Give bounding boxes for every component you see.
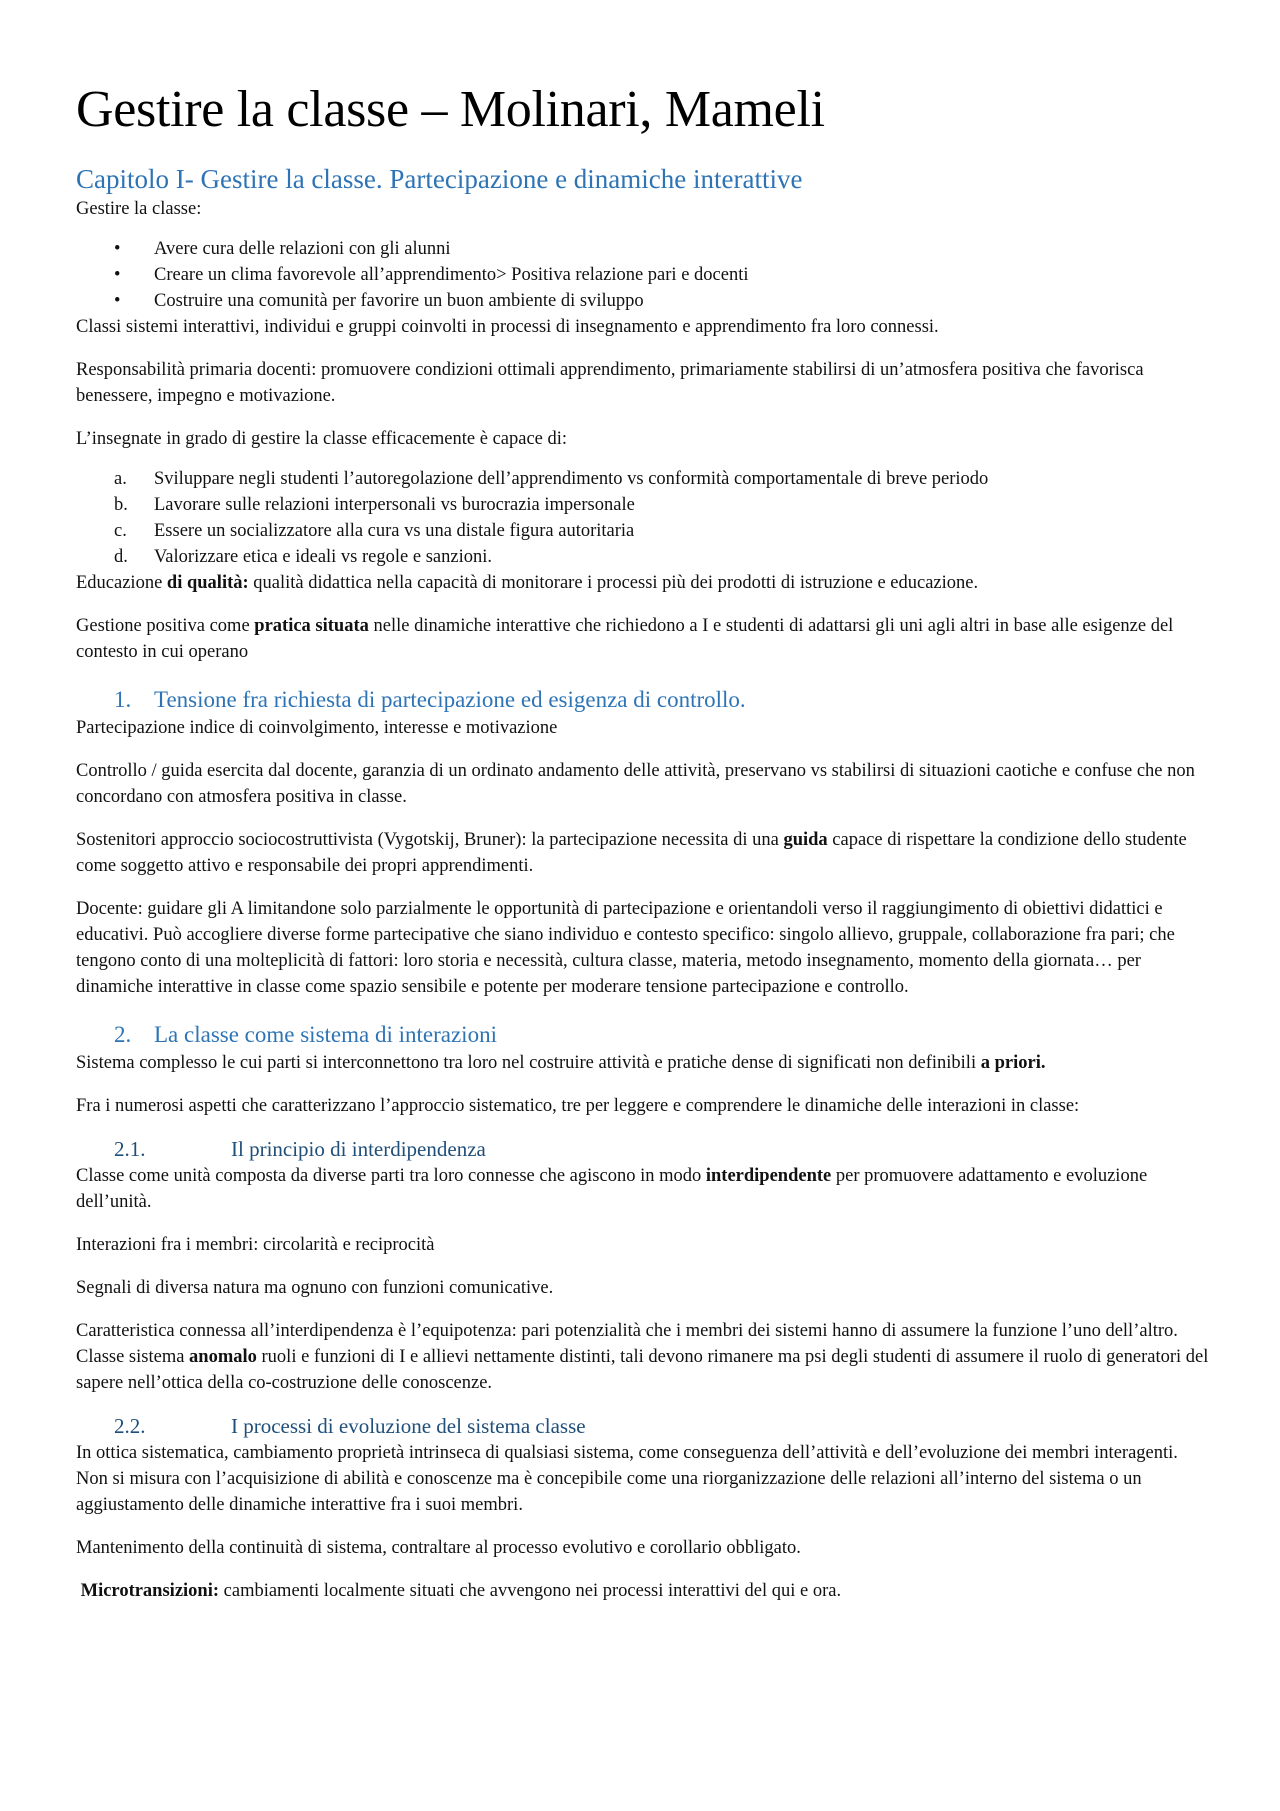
paragraph: L’insegnate in grado di gestire la classe efficacemente è capace di: bbox=[76, 429, 568, 449]
list-item: • Avere cura delle relazioni con gli alunni bbox=[76, 236, 1212, 262]
paragraph: Sistema complesso le cui parti si interconnettono tra loro nel costruire attività e pratiche dense di significati non definibili a priori. bbox=[76, 1053, 1046, 1073]
document-title: Gestire la classe – Molinari, Mameli bbox=[76, 81, 825, 138]
list-item: c. Essere un socializzatore alla cura vs una distale figura autoritaria bbox=[114, 521, 635, 541]
paragraph: In ottica sistematica, cambiamento proprietà intrinseca di qualsiasi sistema, come conseguenza dell’attività e dell’evoluzione dei membri interagenti. Non si misura con l’acquisizione di abilità e conoscenze ma è concepibile come una riorganizzazione delle relazioni all’interno del sistema o un aggiustamento delle dinamiche interattive fra i suoi membri. bbox=[76, 1443, 1178, 1515]
paragraph: Classi sistemi interattivi, individui e gruppi coinvolti in processi di insegnamento e apprendimento fra loro connessi. bbox=[76, 317, 939, 337]
paragraph: Fra i numerosi aspetti che caratterizzano l’approccio sistematico, tre per leggere e comprendere le dinamiche delle interazioni in classe: bbox=[76, 1096, 1080, 1116]
chapter-heading: Capitolo I- Gestire la classe. Partecipazione e dinamiche interattive bbox=[76, 164, 803, 194]
document-page bbox=[76, 0, 1212, 1621]
lettered-list bbox=[76, 466, 1212, 570]
paragraph: Sostenitori approccio sociocostruttivista (Vygotskij, Bruner): la partecipazione necessita di una guida capace di rispettare la condizione dello studente come soggetto attivo e responsabile dei propri apprendimenti. bbox=[76, 830, 1187, 876]
subsection-heading-2-2: 2.2. I processi di evoluzione del sistema classe bbox=[114, 1414, 586, 1438]
paragraph: Caratteristica connessa all’interdipendenza è l’equipotenza: pari potenzialità che i membri dei sistemi hanno di assumere la funzione l’uno dell’altro. Classe sistema anomalo ruoli e funzioni di I e allievi nettamente distinti, tali devono rimanere ma psi degli studenti di assumere il ruolo di generatori del sapere nell’ottica della co-costruzione delle conoscenze. bbox=[76, 1321, 1209, 1393]
list-item: • Creare un clima favorevole all’apprendimento> Positiva relazione pari e docenti bbox=[76, 262, 1212, 288]
section-heading-2: 2. La classe come sistema di interazioni bbox=[114, 1022, 497, 1047]
paragraph: Controllo / guida esercita dal docente, garanzia di un ordinato andamento delle attività, preservano vs stabilirsi di situazioni caotiche e confuse che non concordano con atmosfera positiva in classe. bbox=[76, 761, 1195, 807]
paragraph: Educazione di qualità: qualità didattica nella capacità di monitorare i processi più dei prodotti di istruzione e educazione. bbox=[76, 573, 979, 593]
list-item: b. Lavorare sulle relazioni interpersonali vs burocrazia impersonale bbox=[114, 495, 635, 515]
intro-label: Gestire la classe: bbox=[76, 199, 202, 219]
paragraph: Responsabilità primaria docenti: promuovere condizioni ottimali apprendimento, primariamente stabilirsi di un’atmosfera positiva che favorisca benessere, impegno e motivazione. bbox=[76, 360, 1144, 406]
paragraph: Microtransizioni: cambiamenti localmente situati che avvengono nei processi interattivi del qui e ora. bbox=[80, 1581, 842, 1601]
subsection-heading-2-1: 2.1. Il principio di interdipendenza bbox=[114, 1137, 486, 1161]
bullet-list bbox=[76, 236, 1212, 314]
bullet-icon: • bbox=[114, 265, 121, 285]
paragraph: Classe come unità composta da diverse parti tra loro connesse che agiscono in modo interdipendente per promuovere adattamento e evoluzione dell’unità. bbox=[76, 1166, 1148, 1212]
list-item: • Costruire una comunità per favorire un buon ambiente di sviluppo bbox=[76, 288, 1212, 314]
paragraph: Interazioni fra i membri: circolarità e reciprocità bbox=[76, 1235, 435, 1255]
section-heading-1: 1. Tensione fra richiesta di partecipazione ed esigenza di controllo. bbox=[114, 687, 746, 712]
paragraph: Docente: guidare gli A limitandone solo parzialmente le opportunità di partecipazione e orientandoli verso il raggiungimento di obiettivi didattici e educativi. Può accogliere diverse forme partecipative che siano individuo e contesto specifico: singolo allievo, gruppale, collaborazione fra pari; che tengono conto di una molteplicità di fattori: loro storia e necessità, cultura classe, materia, metodo insegnamento, momento della giornata… per dinamiche interattive in classe come spazio sensibile e potente per moderare tensione partecipazione e controllo. bbox=[76, 899, 1175, 997]
paragraph: Mantenimento della continuità di sistema, contraltare al processo evolutivo e corollario obbligato. bbox=[76, 1538, 801, 1558]
bullet-icon: • bbox=[114, 291, 121, 311]
bullet-icon: • bbox=[114, 239, 121, 259]
list-item: d. Valorizzare etica e ideali vs regole e sanzioni. bbox=[114, 547, 492, 567]
paragraph: Segnali di diversa natura ma ognuno con funzioni comunicative. bbox=[76, 1278, 554, 1298]
list-item: a. Sviluppare negli studenti l’autoregolazione dell’apprendimento vs conformità comportamentale di breve periodo bbox=[114, 469, 989, 489]
paragraph: Gestione positiva come pratica situata nelle dinamiche interattive che richiedono a I e studenti di adattarsi gli uni agli altri in base alle esigenze del contesto in cui operano bbox=[76, 616, 1174, 662]
paragraph: Partecipazione indice di coinvolgimento, interesse e motivazione bbox=[76, 718, 558, 738]
